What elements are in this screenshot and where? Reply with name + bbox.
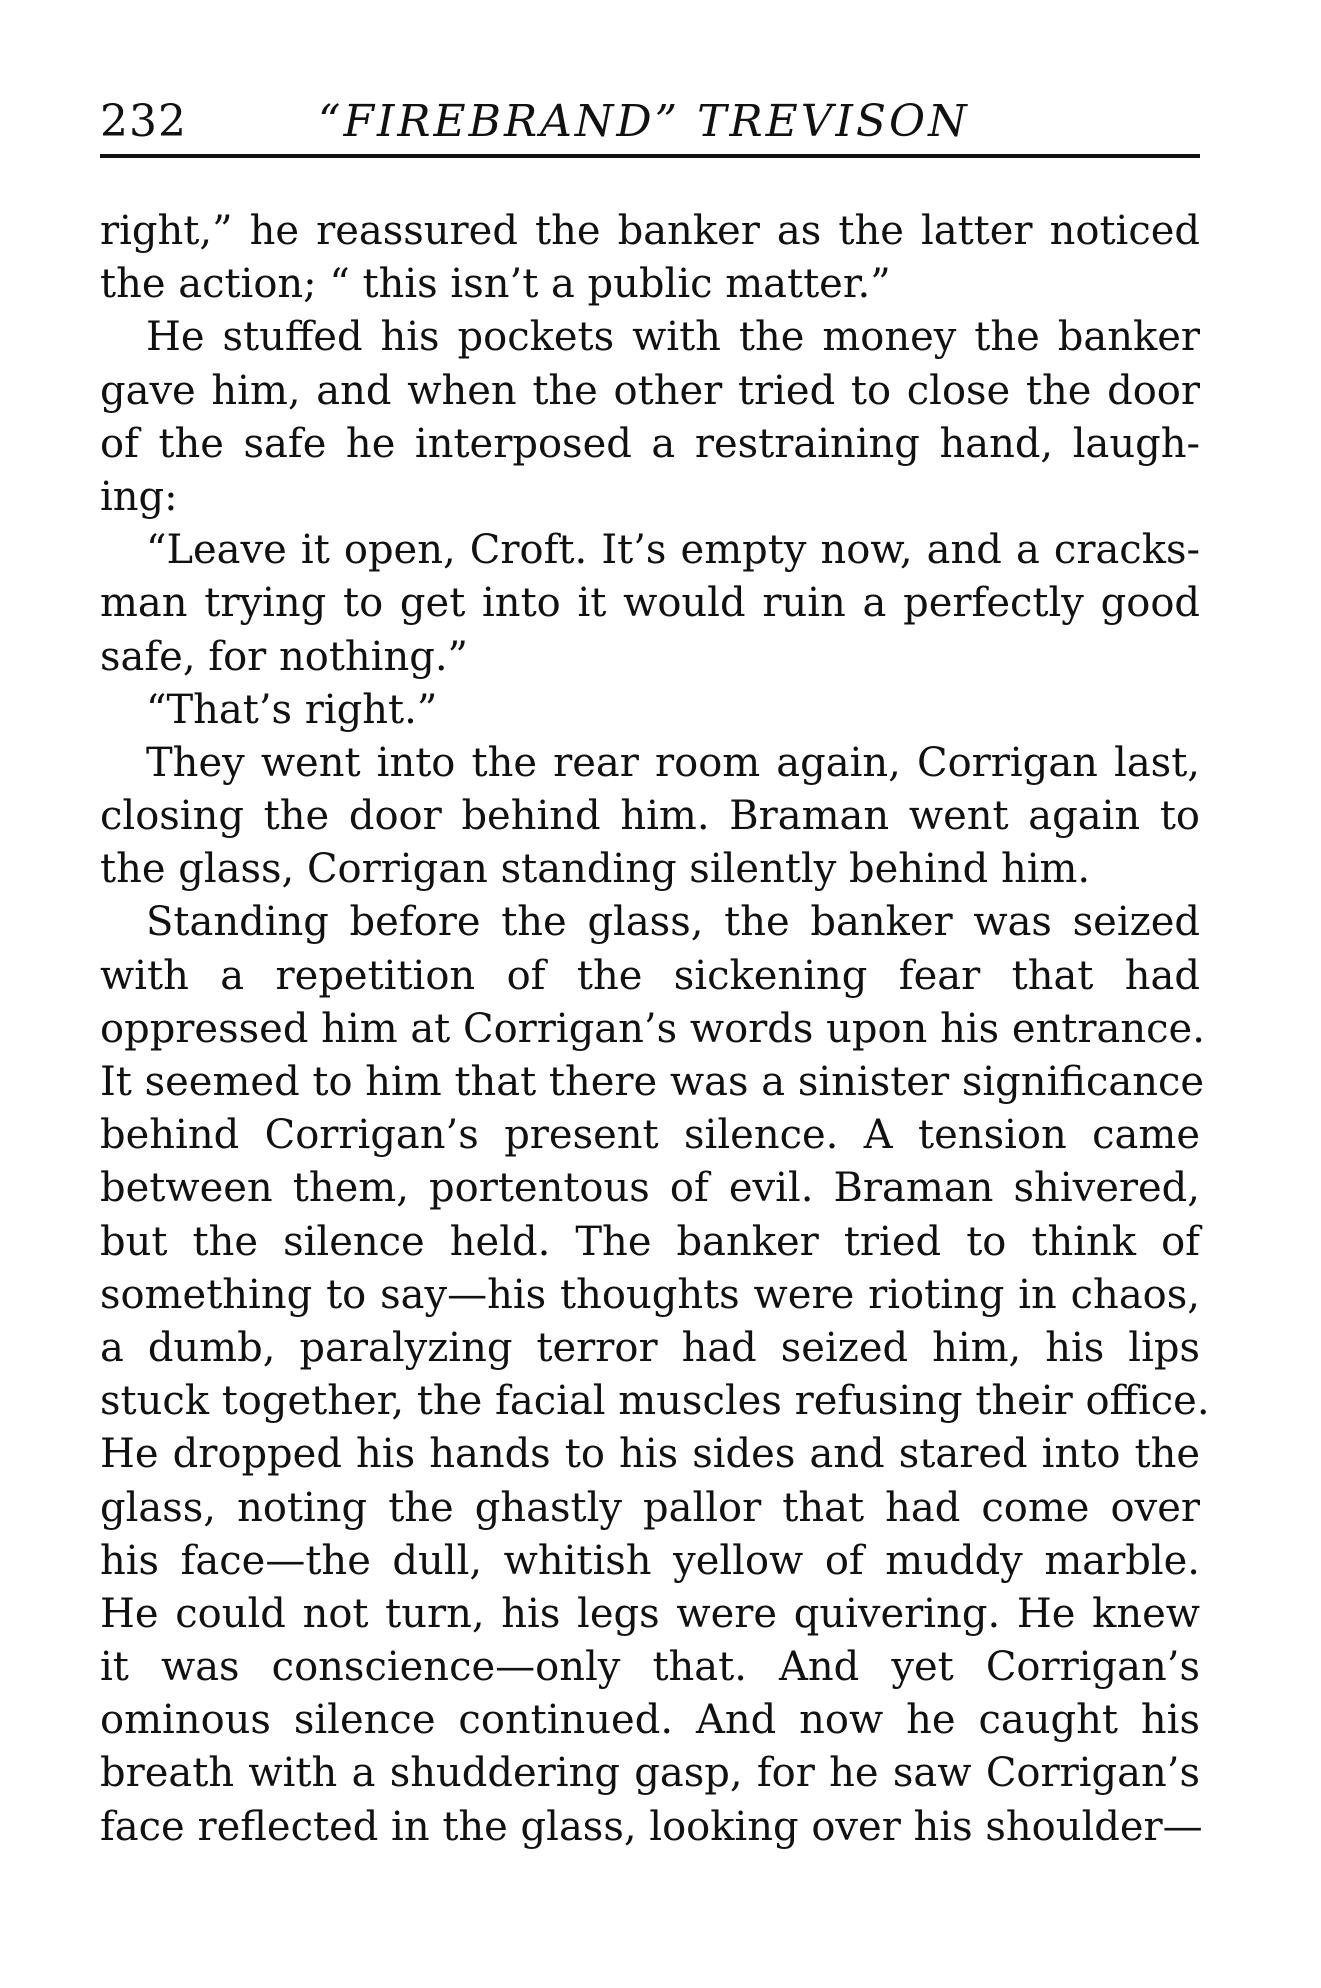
running-header — [100, 90, 1200, 152]
text-line: behind Corrigan’s present silence. A tension came — [100, 1112, 1200, 1159]
text-line: face reflected in the glass, looking over his shoulder— — [100, 1803, 1203, 1850]
text-line: “Leave it open, Croft. It’s empty now, and a cracks- — [146, 527, 1200, 574]
text-line: between them, portentous of evil. Braman shivered, — [100, 1165, 1200, 1212]
text-line: Standing before the glass, the banker was seized — [146, 899, 1200, 946]
text-line: the action; “ this isn’t a public matter.” — [100, 261, 891, 308]
text-line: of the safe he interposed a restraining hand, laugh- — [100, 420, 1200, 467]
text-line: breath with a shuddering gasp, for he saw Corrigan’s — [100, 1750, 1200, 1797]
text-line: his face—the dull, whitish yellow of muddy marble. — [100, 1537, 1200, 1584]
text-line: It seemed to him that there was a sinister significance — [100, 1059, 1205, 1105]
text-line: a dumb, paralyzing terror had seized him, his lips — [100, 1324, 1200, 1371]
text-line: with a repetition of the sickening fear that had — [100, 952, 1200, 999]
running-title: “FIREBRAND” TREVISON — [318, 96, 970, 147]
text-line: right,” he reassured the banker as the latter noticed — [100, 208, 1200, 254]
text-line: ominous silence continued. And now he caught his — [100, 1697, 1200, 1744]
text-line: man trying to get into it would ruin a perfectly good — [100, 580, 1200, 627]
page-number: 232 — [100, 96, 187, 147]
text-line: stuck together, the facial muscles refusing their office. — [100, 1378, 1210, 1425]
text-line: it was conscience—only that. And yet Corrigan’s — [100, 1644, 1200, 1691]
text-line: closing the door behind him. Braman went again to — [100, 793, 1200, 840]
text-line: glass, noting the ghastly pallor that had come over — [100, 1484, 1200, 1531]
header-rule — [100, 154, 1200, 158]
text-line: but the silence held. The banker tried to think of — [100, 1218, 1200, 1265]
text-line: safe, for nothing.” — [100, 633, 469, 680]
text-line: “That’s right.” — [146, 686, 438, 733]
text-line: He could not turn, his legs were quivering. He knew — [100, 1590, 1200, 1637]
body-text — [100, 205, 1210, 1854]
text-line: something to say—his thoughts were rioting in chaos, — [100, 1271, 1200, 1318]
text-line: gave him, and when the other tried to close the door — [100, 367, 1200, 414]
text-line: ing: — [100, 473, 178, 520]
text-line: He dropped his hands to his sides and stared into the — [100, 1431, 1200, 1478]
text-line: He stuffed his pockets with the money the banker — [146, 314, 1200, 361]
text-line: the glass, Corrigan standing silently behind him. — [100, 846, 1091, 893]
text-line: oppressed him at Corrigan’s words upon his entrance. — [100, 1005, 1205, 1052]
text-line: They went into the rear room again, Corrigan last, — [146, 739, 1200, 786]
